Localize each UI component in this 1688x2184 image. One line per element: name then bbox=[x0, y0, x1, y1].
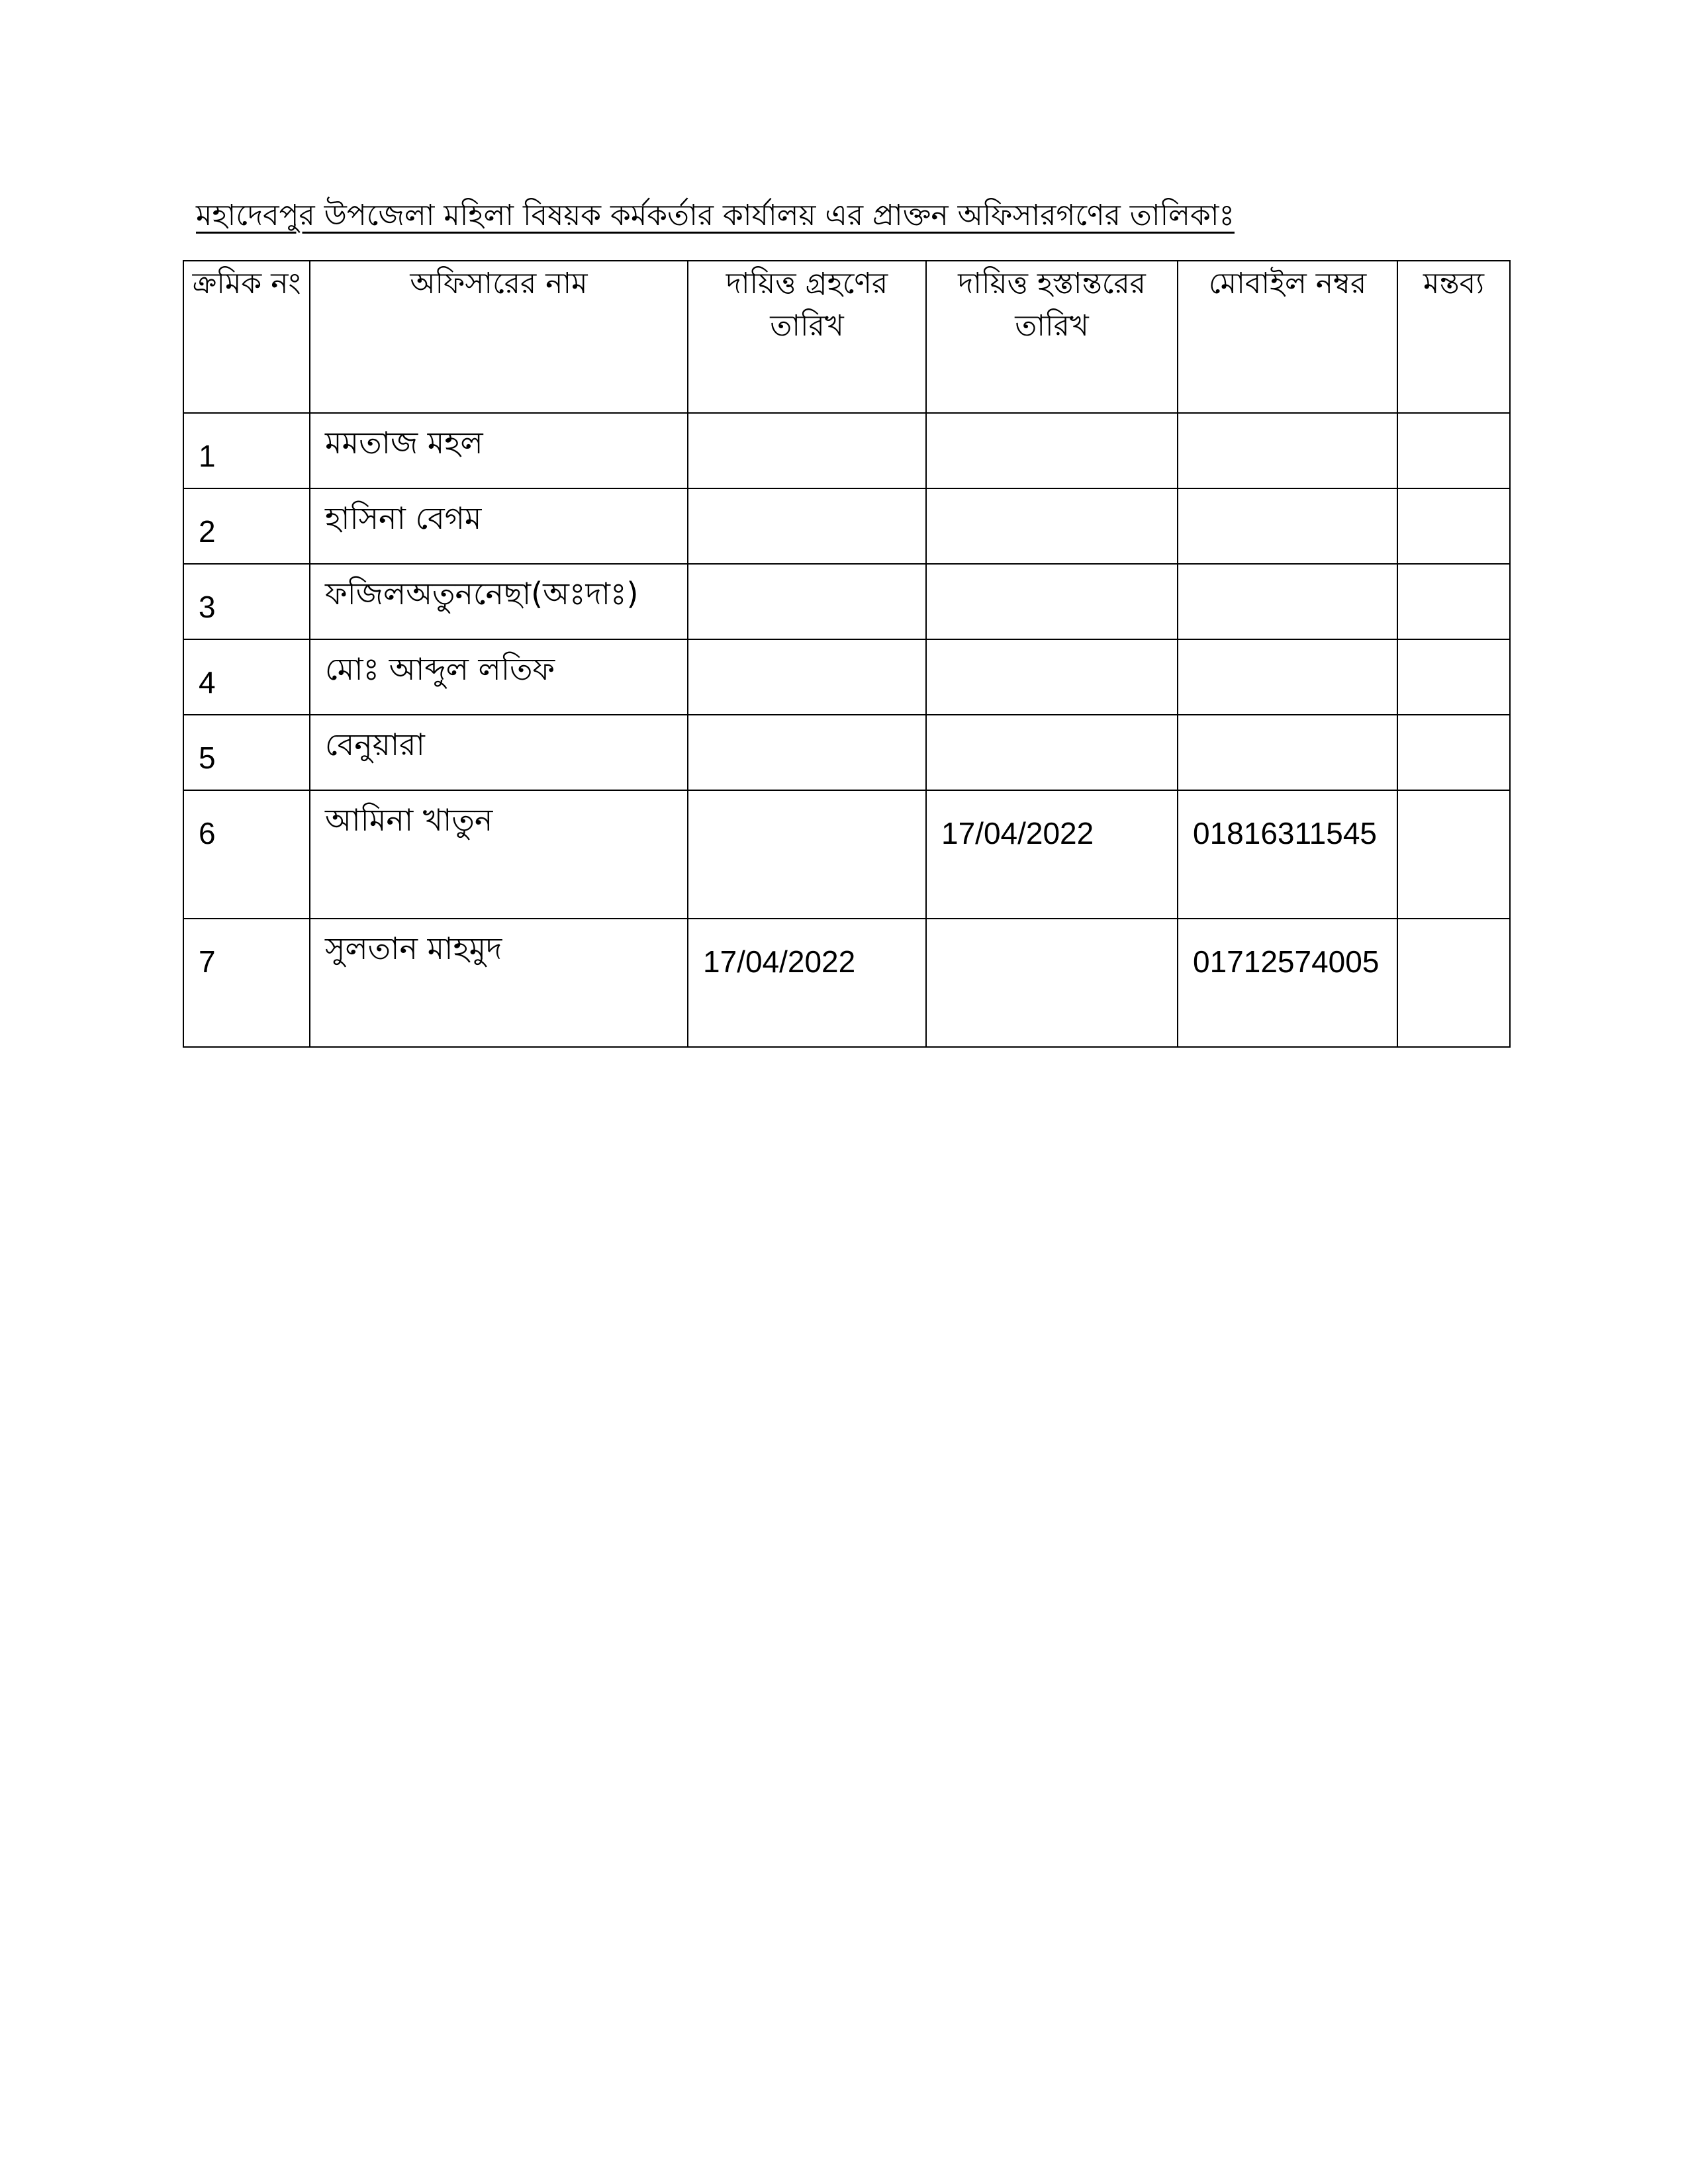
header-serial: ক্রমিক নং bbox=[183, 261, 310, 413]
table-row bbox=[183, 790, 1510, 919]
cell-officer-name: হাসিনা বেগম bbox=[310, 488, 688, 564]
cell-mobile-number: 01816311545 bbox=[1178, 790, 1397, 919]
officers-table bbox=[183, 260, 1511, 1048]
cell-remarks bbox=[1397, 639, 1510, 715]
cell-officer-name: মমতাজ মহল bbox=[310, 413, 688, 488]
cell-handover-date bbox=[926, 488, 1178, 564]
table-row bbox=[183, 564, 1510, 639]
cell-handover-date bbox=[926, 564, 1178, 639]
header-remarks: মন্তব্য bbox=[1397, 261, 1510, 413]
cell-serial: 2 bbox=[183, 488, 310, 564]
cell-remarks bbox=[1397, 413, 1510, 488]
cell-joining-date bbox=[688, 639, 926, 715]
cell-mobile-number bbox=[1178, 639, 1397, 715]
cell-officer-name: আমিনা খাতুন bbox=[310, 790, 688, 919]
table-header-row bbox=[183, 261, 1510, 413]
cell-serial: 6 bbox=[183, 790, 310, 919]
cell-remarks bbox=[1397, 488, 1510, 564]
table-row bbox=[183, 715, 1510, 790]
table-row bbox=[183, 413, 1510, 488]
table-row bbox=[183, 488, 1510, 564]
cell-joining-date: 17/04/2022 bbox=[688, 919, 926, 1047]
cell-remarks bbox=[1397, 715, 1510, 790]
cell-serial: 1 bbox=[183, 413, 310, 488]
cell-handover-date bbox=[926, 919, 1178, 1047]
table-row bbox=[183, 919, 1510, 1047]
cell-joining-date bbox=[688, 790, 926, 919]
cell-remarks bbox=[1397, 564, 1510, 639]
cell-handover-date bbox=[926, 715, 1178, 790]
cell-serial: 7 bbox=[183, 919, 310, 1047]
cell-officer-name: বেনুয়ারা bbox=[310, 715, 688, 790]
cell-handover-date: 17/04/2022 bbox=[926, 790, 1178, 919]
cell-mobile-number bbox=[1178, 413, 1397, 488]
header-mobile-number: মোবাইল নম্বর bbox=[1178, 261, 1397, 413]
cell-remarks bbox=[1397, 790, 1510, 919]
document-title: মহাদেবপুর উপজেলা মহিলা বিষয়ক কর্মকর্তার কার্যালয় এর প্রাক্তন অফিসারগণের তালিকাঃ bbox=[196, 199, 1235, 232]
cell-handover-date bbox=[926, 639, 1178, 715]
cell-joining-date bbox=[688, 715, 926, 790]
header-handover-date: দায়িত্ত হস্তান্তরের তারিখ bbox=[926, 261, 1178, 413]
table-row bbox=[183, 639, 1510, 715]
cell-mobile-number bbox=[1178, 715, 1397, 790]
cell-mobile-number: 01712574005 bbox=[1178, 919, 1397, 1047]
cell-serial: 4 bbox=[183, 639, 310, 715]
cell-joining-date bbox=[688, 488, 926, 564]
cell-officer-name: ফজিলঅতুননেছা(অঃদাঃ) bbox=[310, 564, 688, 639]
cell-mobile-number bbox=[1178, 564, 1397, 639]
cell-officer-name: মোঃ আব্দুল লতিফ bbox=[310, 639, 688, 715]
cell-officer-name: সুলতান মাহমুদ bbox=[310, 919, 688, 1047]
cell-serial: 3 bbox=[183, 564, 310, 639]
header-officer-name: অফিসারের নাম bbox=[310, 261, 688, 413]
cell-joining-date bbox=[688, 564, 926, 639]
cell-remarks bbox=[1397, 919, 1510, 1047]
cell-serial: 5 bbox=[183, 715, 310, 790]
header-joining-date: দায়িত্ত গ্রহণের তারিখ bbox=[688, 261, 926, 413]
cell-joining-date bbox=[688, 413, 926, 488]
cell-handover-date bbox=[926, 413, 1178, 488]
cell-mobile-number bbox=[1178, 488, 1397, 564]
